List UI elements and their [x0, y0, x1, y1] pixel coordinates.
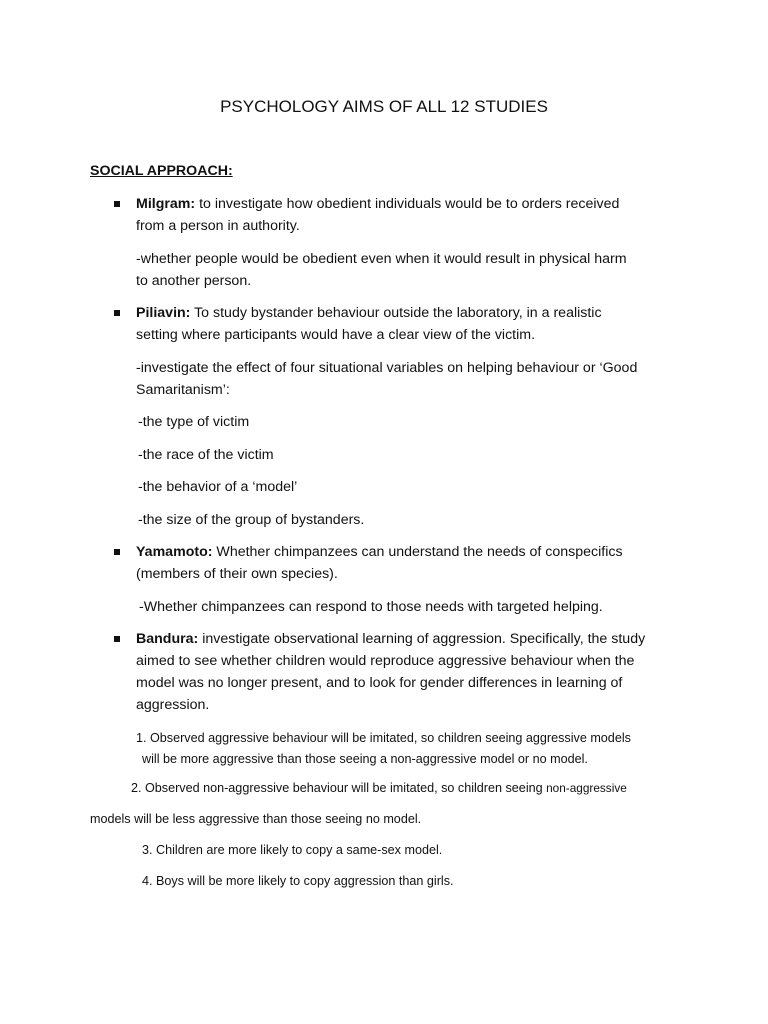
- piliavin-variable: -the race of the victim: [138, 447, 274, 463]
- bandura-hypothesis-2-line1: [131, 778, 627, 799]
- yamamoto-sub-line1: -Whether chimpanzees can respond to those needs with targeted helping.: [139, 599, 603, 615]
- bullet-icon: [114, 549, 120, 555]
- milgram-aim-line2: from a person in authority.: [136, 218, 300, 234]
- bandura-hypothesis-3: 3. Children are more likely to copy a same-sex model.: [142, 843, 443, 857]
- bandura-aim-line2: aimed to see whether children would reproduce aggressive behaviour when the: [136, 653, 635, 669]
- bandura-name: Bandura:: [136, 631, 199, 647]
- bandura-hypothesis-2-line2: models will be less aggressive than those seeing no model.: [90, 812, 422, 826]
- yamamoto-name: Yamamoto:: [136, 544, 213, 560]
- piliavin-sub: [136, 357, 696, 401]
- piliavin-aim: [136, 302, 696, 346]
- bullet-icon: [114, 310, 120, 316]
- yamamoto-aim: [136, 541, 696, 585]
- bandura-hypothesis-2-tail: non-aggressive: [546, 781, 627, 795]
- bandura-aim-line4: aggression.: [136, 697, 210, 713]
- bullet-icon: [114, 201, 120, 207]
- bandura-hypothesis-1-line2: will be more aggressive than those seeing a non-aggressive model or no model.: [142, 752, 588, 766]
- milgram-sub-line1: -whether people would be obedient even when it would result in physical harm: [136, 251, 627, 267]
- piliavin-name: Piliavin:: [136, 305, 191, 321]
- piliavin-sub-line1: -investigate the effect of four situational variables on helping behaviour or ‘Good: [136, 360, 638, 376]
- milgram-aim-line1: to investigate how obedient individuals would be to orders received: [195, 196, 620, 212]
- piliavin-variable: -the type of victim: [138, 414, 250, 430]
- bandura-hypothesis-1-line1: 1. Observed aggressive behaviour will be imitated, so children seeing aggressive models: [136, 731, 631, 745]
- bandura-aim-line1: investigate observational learning of aggression. Specifically, the study: [198, 631, 646, 647]
- piliavin-variable: -the behavior of a ‘model’: [138, 479, 298, 495]
- page-title: PSYCHOLOGY AIMS OF ALL 12 STUDIES: [220, 97, 548, 116]
- yamamoto-aim-line1: Whether chimpanzees can understand the needs of conspecifics: [212, 544, 623, 560]
- yamamoto-aim-line2: (members of their own species).: [136, 566, 338, 582]
- piliavin-aim-line1: To study bystander behaviour outside the laboratory, in a realistic: [190, 305, 602, 321]
- milgram-sub-line2: to another person.: [136, 273, 252, 289]
- milgram-aim: [136, 193, 696, 237]
- bullet-icon: [114, 636, 120, 642]
- section-heading-social-approach: SOCIAL APPROACH:: [90, 163, 233, 179]
- piliavin-variable: -the size of the group of bystanders.: [138, 512, 365, 528]
- bandura-hypothesis-4: 4. Boys will be more likely to copy aggression than girls.: [142, 874, 454, 888]
- milgram-name: Milgram:: [136, 196, 196, 212]
- bandura-aim-line3: model was no longer present, and to look for gender differences in learning of: [136, 675, 623, 691]
- bandura-aim: [136, 628, 696, 716]
- bandura-hypothesis-2-text: 2. Observed non-aggressive behaviour will be imitated, so children seeing: [131, 781, 547, 795]
- piliavin-sub-line2: Samaritanism’:: [136, 382, 230, 398]
- milgram-sub: [136, 248, 696, 292]
- piliavin-aim-line2: setting where participants would have a clear view of the victim.: [136, 327, 536, 343]
